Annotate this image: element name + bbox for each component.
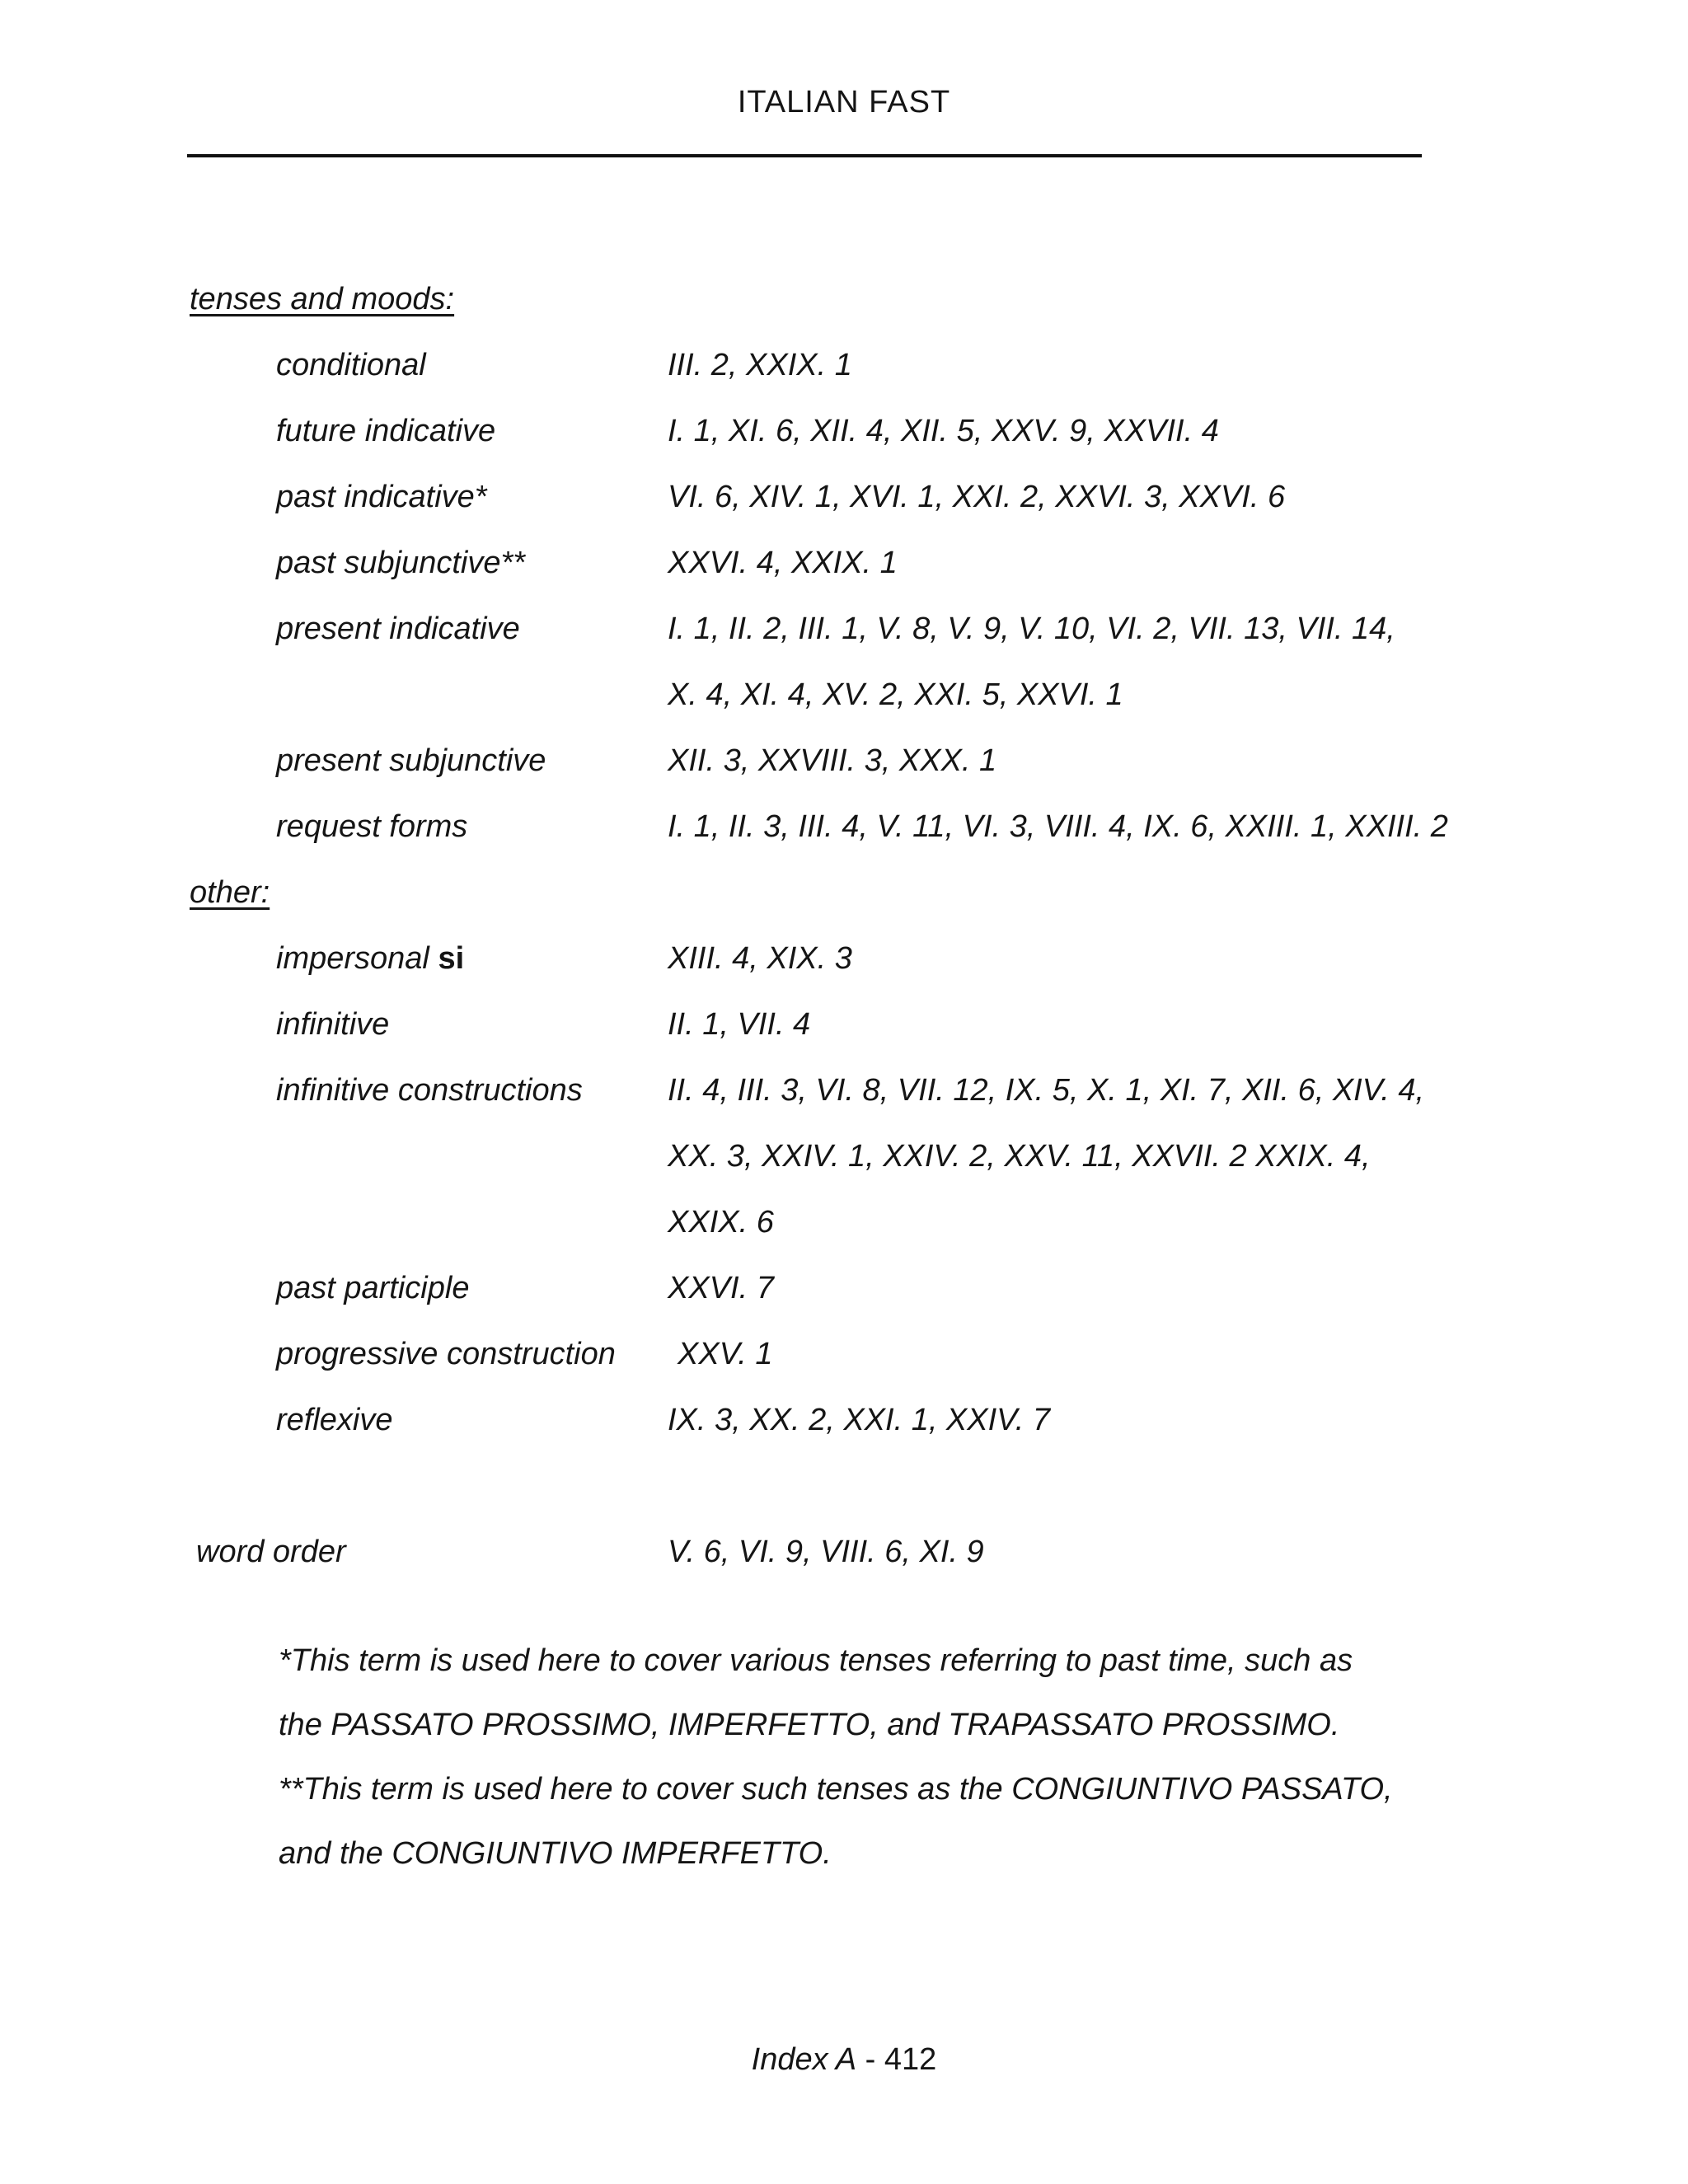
- entry-refs: II. 4, III. 3, VI. 8, VII. 12, IX. 5, X. 1, XI. 7, XII. 6, XIV. 4,: [668, 1073, 1425, 1108]
- index-entry-future-indicative: [190, 408, 1541, 474]
- spacer: [190, 1463, 1541, 1529]
- index-entry-infinitive-constructions-continued: [190, 1133, 1541, 1199]
- entry-refs: XXVI. 4, XXIX. 1: [668, 546, 898, 580]
- entry-term: reflexive: [276, 1403, 393, 1437]
- index-entry-present-indicative: [190, 606, 1541, 672]
- index-entry-past-participle: [190, 1265, 1541, 1331]
- entry-term: infinitive constructions: [276, 1073, 583, 1108]
- entry-term: future indicative: [276, 414, 496, 448]
- entry-refs: I. 1, XI. 6, XII. 4, XII. 5, XXV. 9, XXVII. 4: [668, 414, 1219, 448]
- footnote-2-line-1: **This term is used here to cover such tenses as the CONGIUNTIVO PASSATO,: [279, 1772, 1393, 1807]
- entry-term: conditional: [276, 348, 426, 382]
- index-entry-present-subjunctive: [190, 738, 1541, 804]
- entry-refs: III. 2, XXIX. 1: [668, 348, 852, 382]
- index-entry-infinitive-constructions: [190, 1067, 1541, 1133]
- entry-refs: IX. 3, XX. 2, XXI. 1, XXIV. 7: [668, 1403, 1050, 1437]
- entry-refs: I. 1, II. 3, III. 4, V. 11, VI. 3, VIII. 4, IX. 6, XXIII. 1, XXIII. 2: [668, 809, 1448, 844]
- footer-label: Index A: [751, 2042, 857, 2077]
- entry-term: past indicative*: [276, 480, 487, 514]
- footnotes: [279, 1638, 1498, 1895]
- footnote-2-line-2: and the CONGIUNTIVO IMPERFETTO.: [279, 1836, 832, 1871]
- section-row-other: [190, 869, 1541, 935]
- entry-term-suffix: si: [438, 941, 465, 976]
- section-heading-other: other:: [190, 875, 270, 910]
- entry-term-text: impersonal: [276, 941, 429, 976]
- entry-refs: XXIX. 6: [668, 1205, 774, 1240]
- entry-refs: XXV. 1: [678, 1337, 773, 1371]
- entry-term: present subjunctive: [276, 743, 546, 778]
- index-entry-word-order: [190, 1529, 1541, 1595]
- index-content: [190, 276, 1541, 1595]
- entry-term: past participle: [276, 1271, 470, 1305]
- page-footer: [0, 2042, 1688, 2078]
- section-row-tenses: [190, 276, 1541, 342]
- entry-term: past subjunctive**: [276, 546, 526, 580]
- index-entry-infinitive: [190, 1001, 1541, 1067]
- entry-term: infinitive: [276, 1007, 390, 1042]
- entry-refs: XIII. 4, XIX. 3: [668, 941, 852, 976]
- index-entry-past-subjunctive: [190, 540, 1541, 606]
- index-entry-request-forms: [190, 804, 1541, 869]
- index-entry-past-indicative: [190, 474, 1541, 540]
- index-entry-reflexive: [190, 1397, 1541, 1463]
- header-divider: [187, 154, 1422, 157]
- index-entry-present-indicative-continued: [190, 672, 1541, 738]
- footer-separator: -: [856, 2042, 884, 2077]
- entry-term: word order: [196, 1535, 346, 1569]
- entry-term: present indicative: [276, 612, 520, 646]
- entry-refs: V. 6, VI. 9, VIII. 6, XI. 9: [668, 1535, 984, 1569]
- index-entry-impersonal-si: [190, 935, 1541, 1001]
- entry-refs: XX. 3, XXIV. 1, XXIV. 2, XXV. 11, XXVII. 2 XXIX. 4,: [668, 1139, 1371, 1174]
- footnote-1-line-2: the PASSATO PROSSIMO, IMPERFETTO, and TRAPASSATO PROSSIMO.: [279, 1708, 1340, 1742]
- footnote-1-line-1: *This term is used here to cover various tenses referring to past time, such as: [279, 1643, 1353, 1678]
- entry-term: request forms: [276, 809, 468, 844]
- entry-refs: X. 4, XI. 4, XV. 2, XXI. 5, XXVI. 1: [668, 677, 1123, 712]
- index-entry-infinitive-constructions-continued-2: [190, 1199, 1541, 1265]
- page-number: 412: [884, 2042, 937, 2077]
- page-header-title: ITALIAN FAST: [737, 85, 951, 120]
- entry-refs: I. 1, II. 2, III. 1, V. 8, V. 9, V. 10, VI. 2, VII. 13, VII. 14,: [668, 612, 1395, 646]
- section-heading-tenses-and-moods: tenses and moods:: [190, 282, 455, 316]
- entry-term: progressive construction: [276, 1337, 616, 1371]
- entry-refs: XXVI. 7: [668, 1271, 774, 1305]
- index-entry-progressive-construction: [190, 1331, 1541, 1397]
- entry-term: [276, 935, 464, 982]
- entry-refs: II. 1, VII. 4: [668, 1007, 811, 1042]
- entry-refs: VI. 6, XIV. 1, XVI. 1, XXI. 2, XXVI. 3, XXVI. 6: [668, 480, 1286, 514]
- entry-refs: XII. 3, XXVIII. 3, XXX. 1: [668, 743, 997, 778]
- index-entry-conditional: [190, 342, 1541, 408]
